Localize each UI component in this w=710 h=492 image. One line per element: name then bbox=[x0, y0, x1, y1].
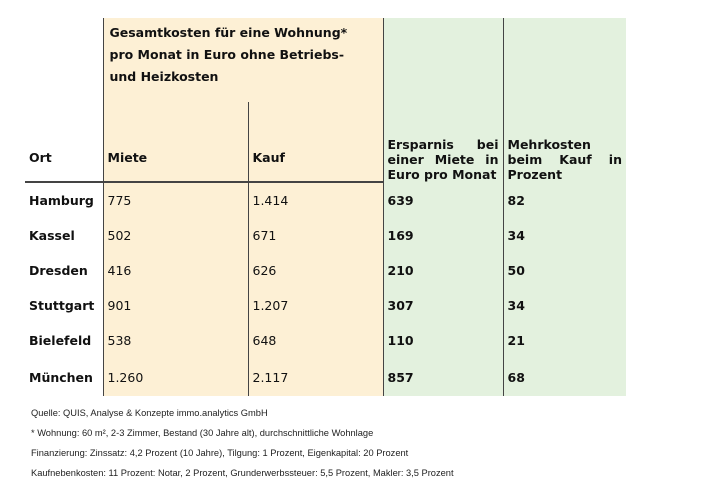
cell-purchase: 671 bbox=[248, 218, 383, 253]
cell-rent: 775 bbox=[103, 182, 248, 218]
footnote-financing: Finanzierung: Zinssatz: 4,2 Prozent (10 Jahre), Tilgung: 1 Prozent, Eigenkapital: 20 Prozent bbox=[31, 448, 409, 458]
cell-purchase: 1.414 bbox=[248, 182, 383, 218]
cell-location: Kassel bbox=[29, 228, 75, 243]
location-column-header: Ort bbox=[25, 102, 103, 182]
cell-extra-cost: 50 bbox=[503, 253, 626, 288]
savings-column-header: Ersparnis bei einer Miete in Euro pro Monat bbox=[383, 18, 503, 182]
cell-extra-cost: 21 bbox=[503, 323, 626, 358]
cell-location: München bbox=[29, 369, 93, 385]
cell-location: Stuttgart bbox=[29, 298, 95, 313]
table-row bbox=[25, 323, 626, 358]
cell-rent: 502 bbox=[103, 218, 248, 253]
cell-location: Bielefeld bbox=[29, 333, 92, 348]
cell-extra-cost: 34 bbox=[503, 288, 626, 323]
cost-comparison-table bbox=[25, 18, 626, 396]
cell-rent: 1.260 bbox=[103, 358, 248, 396]
cell-savings: 210 bbox=[383, 253, 503, 288]
table-row bbox=[25, 218, 626, 253]
cell-savings: 110 bbox=[383, 323, 503, 358]
cell-savings: 307 bbox=[383, 288, 503, 323]
total-cost-group-header: Gesamtkosten für eine Wohnung* pro Monat in Euro ohne Betriebs- und Heizkosten bbox=[103, 18, 383, 102]
extra-cost-column-header: Mehrkosten beim Kauf in Prozent bbox=[503, 18, 626, 182]
footnote-source: Quelle: QUIS, Analyse & Konzepte immo.analytics GmbH bbox=[31, 408, 268, 418]
cell-rent: 538 bbox=[103, 323, 248, 358]
cell-extra-cost: 34 bbox=[503, 218, 626, 253]
footnote-purchase-costs: Kaufnebenkosten: 11 Prozent: Notar, 2 Prozent, Grunderwerbssteuer: 5,5 Prozent, Makler: 3,5 Prozent bbox=[31, 468, 454, 478]
table-row bbox=[25, 182, 626, 218]
table-group-header-row bbox=[25, 18, 626, 102]
cell-purchase: 1.207 bbox=[248, 288, 383, 323]
footnotes bbox=[31, 403, 454, 483]
cell-savings: 857 bbox=[383, 358, 503, 396]
purchase-column-header: Kauf bbox=[248, 102, 383, 182]
footnote-apartment: * Wohnung: 60 m², 2-3 Zimmer, Bestand (30 Jahre alt), durchschnittliche Wohnlage bbox=[31, 428, 374, 438]
cell-rent: 901 bbox=[103, 288, 248, 323]
cell-rent: 416 bbox=[103, 253, 248, 288]
cell-savings: 169 bbox=[383, 218, 503, 253]
rent-column-header: Miete bbox=[103, 102, 248, 182]
cell-purchase: 648 bbox=[248, 323, 383, 358]
cell-extra-cost: 82 bbox=[503, 182, 626, 218]
cell-savings: 639 bbox=[383, 182, 503, 218]
cell-extra-cost: 68 bbox=[503, 358, 626, 396]
cell-purchase: 2.117 bbox=[248, 358, 383, 396]
cell-location: Dresden bbox=[29, 263, 88, 278]
table-row bbox=[25, 288, 626, 323]
cell-purchase: 626 bbox=[248, 253, 383, 288]
cell-location: Hamburg bbox=[29, 193, 94, 208]
table-row bbox=[25, 253, 626, 288]
table-row bbox=[25, 358, 626, 396]
empty-header-cell bbox=[25, 18, 103, 102]
